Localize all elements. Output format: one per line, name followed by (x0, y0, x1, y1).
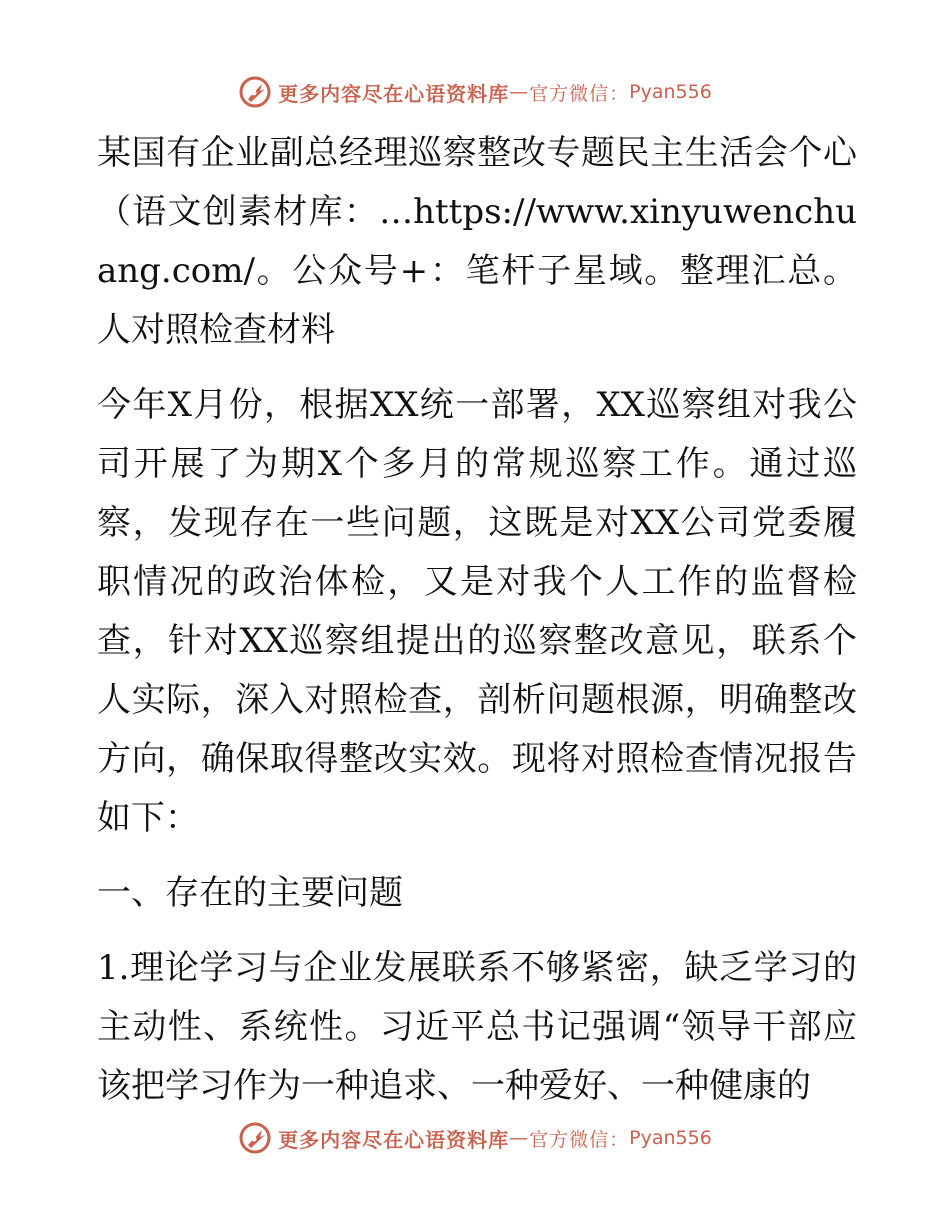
quill-logo-icon (238, 75, 272, 109)
document-body (97, 124, 857, 1116)
document-title: 某国有企业副总经理巡察整改专题民主生活会个心（语文创素材库：…https://www.xinyuwenchuang.com/。公众号+：笔杆子星域。整理汇总。人对照检查材料 (97, 133, 857, 350)
paragraph-intro: 今年X月份，根据XX统一部署，XX巡察组对我公司开展了为期X个多月的常规巡察工作。通过巡察，发现存在一些问题，这既是对XX公司党委履职情况的政治体检，又是对我个人工作的监督检查，针对XX巡察组提出的巡察整改意见，联系个人实际，深入对照检查，剖析问题根源，明确整改方向，确保取得整改实效。现将对照检查情况报告如下： (97, 385, 857, 838)
watermark-sub-text: 官方微信： (529, 1128, 630, 1151)
watermark-dash: — (509, 81, 530, 103)
section-heading: 一、存在的主要问题 (97, 873, 403, 913)
quill-logo-icon (238, 1121, 272, 1155)
paragraph-item-1: 1.理论学习与企业发展联系不够紧密，缺乏学习的主动性、系统性。习近平总书记强调“领导干部应该把学习作为一种追求、一种爱好、一种健康的 (97, 948, 857, 1106)
footer-watermark (0, 1116, 950, 1160)
watermark-main-text: 更多内容尽在心语资料库 (278, 1127, 510, 1152)
watermark-dash: — (509, 1127, 530, 1149)
watermark-sub-text: 官方微信： (529, 82, 630, 105)
watermark-wechat-id: Pyan556 (629, 1127, 712, 1149)
watermark-main-text: 更多内容尽在心语资料库 (278, 81, 510, 106)
watermark-wechat-id: Pyan556 (629, 81, 712, 103)
header-watermark (0, 70, 950, 114)
